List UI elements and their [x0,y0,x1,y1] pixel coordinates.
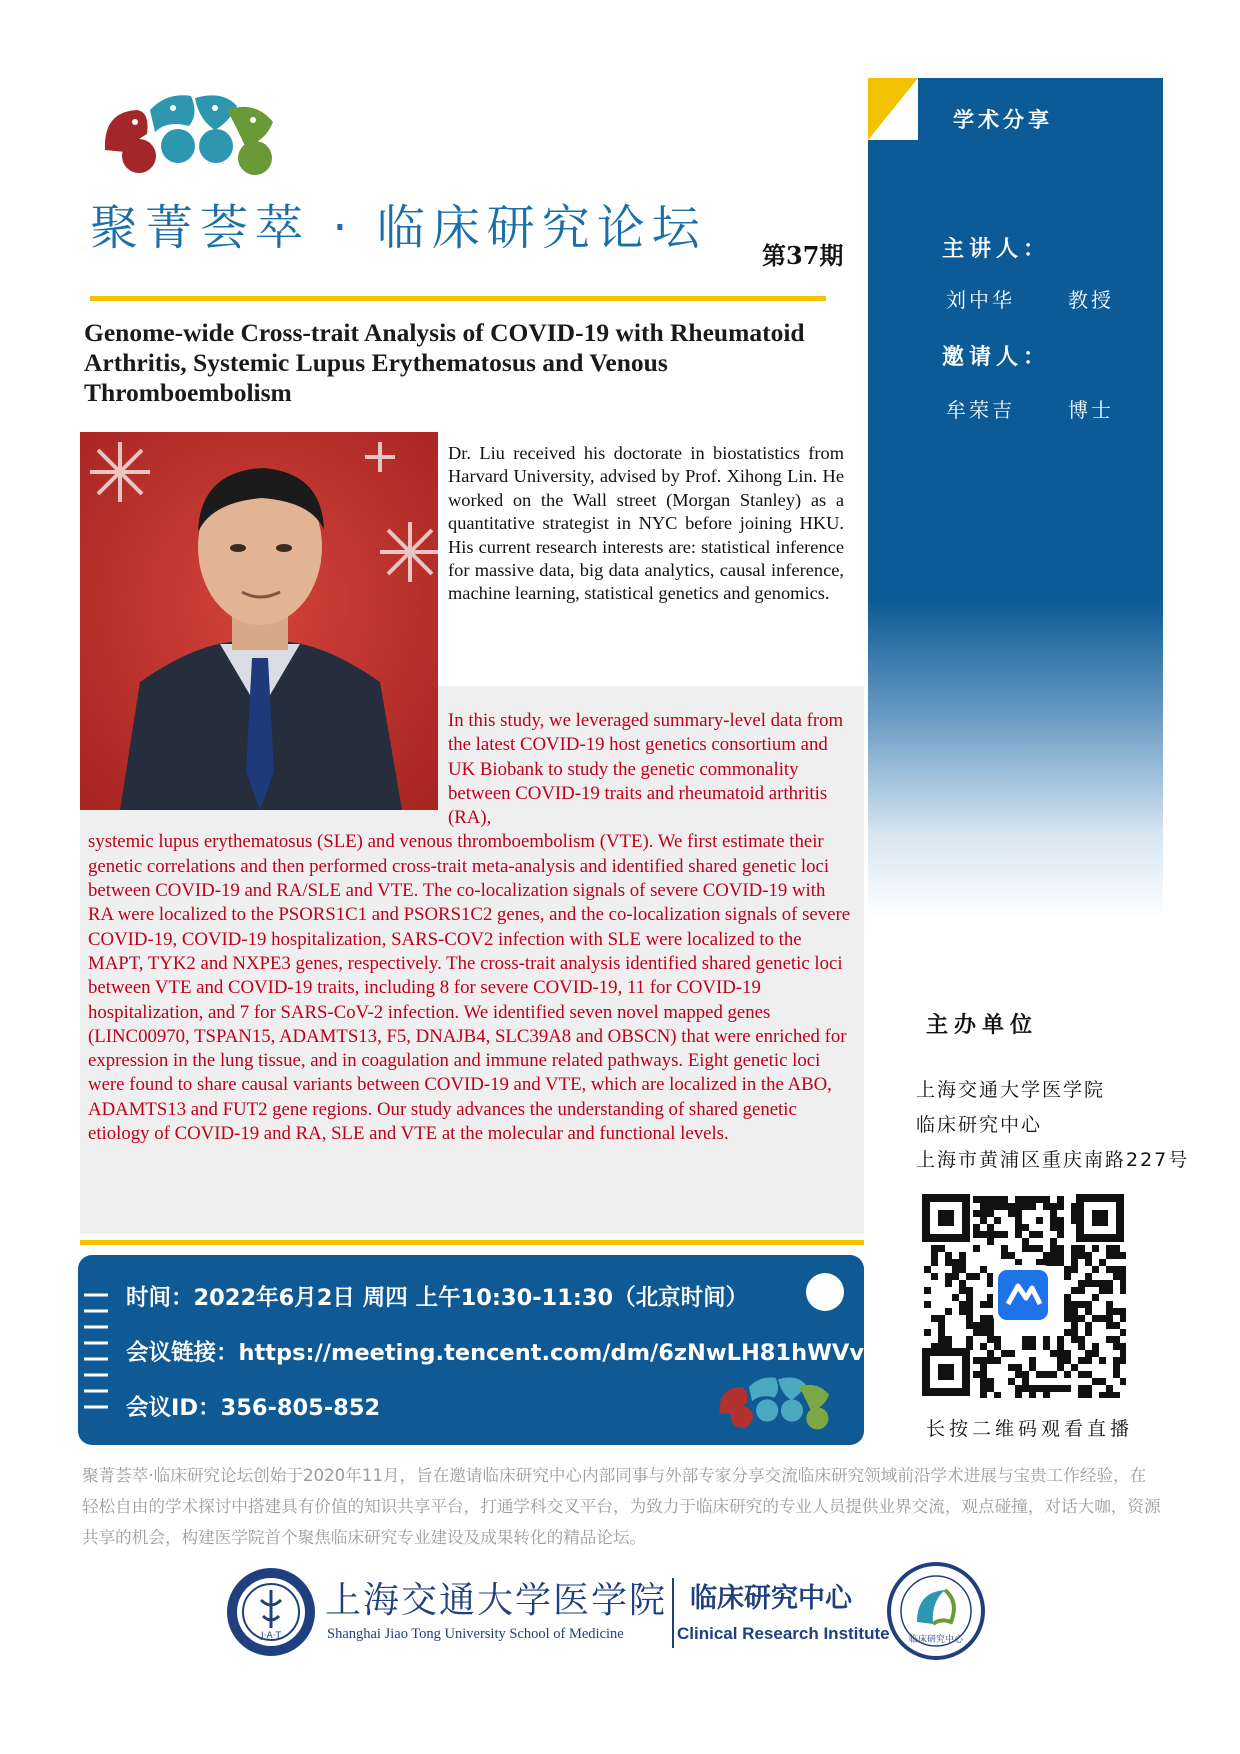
svg-text:临床研究中心: 临床研究中心 [908,1635,964,1645]
sjtu-seal-icon [225,1566,317,1658]
qr-caption: 长按二维码观看直播 [926,1418,1134,1440]
forum-introduction: 聚菁荟萃·临床研究论坛创始于2020年11月，旨在邀请临床研究中心内部同事与外部专家分享交流临床研究领域前沿学术进展与宝贵工作经验，在轻松自由的学术探讨中搭建具有价值的知识共享平台，打通学科交叉平台，为致力于临床研究的专业人员提供业界交流，观点碰撞，对话大咖，资源共享的机会，构建医学院首个聚焦临床研究专业建设及成果转化的精品论坛。 [82,1466,1161,1547]
meeting-link[interactable]: 会议链接：https://meeting.tencent.com/dm/6zNwLH81hWVv [126,1340,865,1366]
speaker-panel [868,78,1163,920]
issue-number: 第37期 [762,241,844,270]
speaker-name: 刘中华 [946,288,1015,312]
host-label: 主办单位 [926,1013,1039,1038]
forum-logo [95,90,285,182]
speaker-label: 主讲人： [942,237,1051,262]
sjtu-name-en: Shanghai Jiao Tong University School of Medicine [327,1626,624,1642]
meeting-id: 会议ID：356-805-852 [126,1395,381,1421]
talk-title: Genome-wide Cross-trait Analysis of COVID-19 with Rheumatoid Arthritis, Systemic Lupus Erythematosus and Venous Thromboembolism [84,318,805,407]
forum-title: 聚菁荟萃 · 临床研究论坛 [90,200,707,256]
meeting-time: 时间：2022年6月2日 周四 上午10:30-11:30（北京时间） [126,1285,749,1311]
speaker-bio: Dr. Liu received his doctorate in biostatistics from Harvard University, advised by Prof. Xihong Lin. He worked on the Wall street (Morgan Stanley) as a quantitative strategist in NYC before joining HKU. His current research interests are: statistical inference for massive data, big data analytics, causal inference, machine learning, statistical genetics and genomics. [448,443,844,604]
abstract-body: systemic lupus erythematosus (SLE) and venous thromboembolism (VTE). We first estimate their genetic correlations and then performed cross-trait meta-analysis and identified shared genetic loci between COVID-19 and RA/SLE and VTE. The co-localization signals of severe COVID-19 with RA were localized to the PSORS1C1 and PSORS1C2 genes, and the co-localization signals of severe COVID-19, COVID-19 hospitalization, SARS-COV2 infection with SLE were localized to the MAPT, TYK2 and NXPE3 genes, respectively. The cross-trait analysis identified shared genetic loci between VTE and COVID-19 traits, including 8 for severe COVID-19, 11 for COVID-19 hospitalization, and 7 for SARS-CoV-2 infection. We identified seven novel mapped genes (LINC00970, TSPAN15, ADAMTS13, F5, DNAJB4, SLC39A8 and OBSCN) that were enriched for expression in the lung tissue, and in coagulation and immune related pathways. Eight genetic loci were found to share causal variants between COVID-19 and VTE, which are localized in the ABO, ADAMTS13 and FUT2 gene regions. Our study advances the understanding of shared genetic etiology of COVID-19 and RA, SLE and VTE at the molecular and functional levels. [88,831,851,1145]
binding-rings-icon [78,1255,112,1445]
abstract-lead: In this study, we leveraged summary-level data from the latest COVID-19 host genetics consortium and UK Biobank to study the genetic commonality between COVID-19 traits and rheumatoid arthritis (RA), [448,710,844,829]
qr-code[interactable] [920,1192,1126,1398]
speaker-title: 教授 [1068,288,1114,312]
svg-text:J·A·T: J·A·T [260,1631,282,1641]
share-label: 学术分享 [953,108,1053,132]
circle-icon [806,1273,844,1311]
inviter-name: 牟荣吉 [946,398,1015,422]
footer-logos [225,1560,985,1668]
flag-icon [868,78,918,140]
forum-logo-small [706,1374,844,1434]
cri-name-en: Clinical Research Institute [677,1624,890,1643]
divider-top [90,296,826,301]
host-address: 上海市黄浦区重庆南路227号 [916,1149,1190,1171]
footer-divider [672,1578,674,1648]
cri-seal-icon [887,1562,985,1660]
sjtu-name-cn: 上海交通大学医学院 [325,1580,668,1621]
inviter-title: 博士 [1068,398,1114,422]
host-line: 上海交通大学医学院 [916,1079,1106,1101]
divider-bottom [80,1240,864,1245]
host-line: 临床研究中心 [916,1114,1043,1136]
talk-abstract [88,709,854,1146]
cri-name-cn: 临床研究中心 [690,1583,852,1614]
inviter-label: 邀请人： [942,345,1051,370]
